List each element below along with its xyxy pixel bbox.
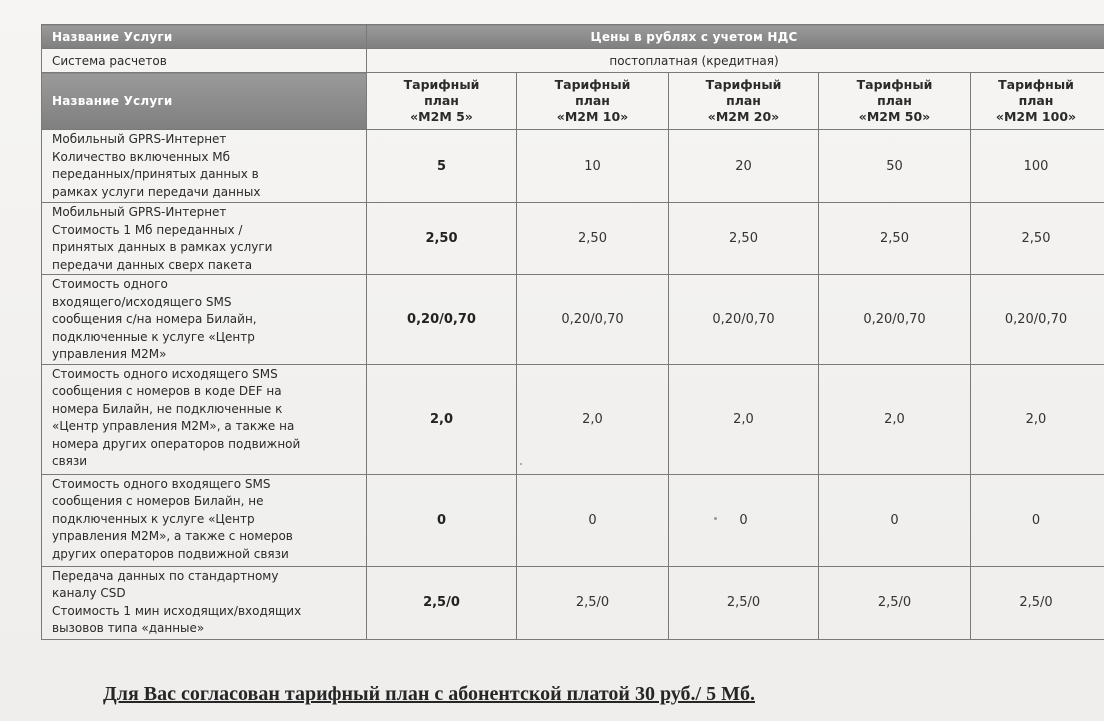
plan-header-m2m-10: Тарифный план «М2М 10» bbox=[517, 73, 669, 130]
value-m2m-50: 50 bbox=[819, 130, 971, 203]
value-m2m-5: 2,50 bbox=[367, 203, 517, 275]
billing-row bbox=[42, 49, 1104, 73]
value-m2m-50: 2,5/0 bbox=[819, 566, 971, 639]
value-m2m-20: 2,5/0 bbox=[669, 566, 819, 639]
value-m2m-100: 2,5/0 bbox=[971, 566, 1104, 639]
top-header-row bbox=[42, 25, 1104, 49]
value-m2m-10: 0,20/0,70 bbox=[517, 275, 669, 365]
scan-speck bbox=[714, 517, 717, 520]
table-row bbox=[42, 130, 1104, 203]
table-row bbox=[42, 203, 1104, 275]
value-m2m-10: 10 bbox=[517, 130, 669, 203]
value-m2m-50: 2,50 bbox=[819, 203, 971, 275]
table-row bbox=[42, 566, 1104, 639]
footer-note: Для Вас согласован тарифный план с абонентской платой 30 руб./ 5 Мб. bbox=[103, 683, 755, 705]
value-m2m-10: 2,0 bbox=[517, 364, 669, 474]
value-m2m-5: 0,20/0,70 bbox=[367, 275, 517, 365]
row-description: Мобильный GPRS-Интернет Стоимость 1 Мб переданных / принятых данных в рамках услуги передачи данных сверх пакета bbox=[42, 203, 367, 275]
billing-value: постоплатная (кредитная) bbox=[367, 49, 1104, 73]
table-row bbox=[42, 275, 1104, 365]
value-m2m-100: 0 bbox=[971, 474, 1104, 566]
value-m2m-20: 20 bbox=[669, 130, 819, 203]
value-m2m-20: 0,20/0,70 bbox=[669, 275, 819, 365]
value-m2m-20: 0 bbox=[669, 474, 819, 566]
value-m2m-100: 100 bbox=[971, 130, 1104, 203]
value-m2m-10: 0 bbox=[517, 474, 669, 566]
value-m2m-100: 0,20/0,70 bbox=[971, 275, 1104, 365]
table-row bbox=[42, 364, 1104, 474]
value-m2m-5: 2,5/0 bbox=[367, 566, 517, 639]
plans-service-name-header: Название Услуги bbox=[42, 73, 367, 130]
row-description: Стоимость одного исходящего SMS сообщения с номеров в коде DEF на номера Билайн, не подключенные к «Центр управления М2М», а также на номера других операторов подвижной связи bbox=[42, 364, 367, 474]
row-description: Передача данных по стандартному каналу CSD Стоимость 1 мин исходящих/входящих вызовов типа «данные» bbox=[42, 566, 367, 639]
plans-header-row bbox=[42, 73, 1104, 130]
value-m2m-50: 2,0 bbox=[819, 364, 971, 474]
prices-header: Цены в рублях с учетом НДС bbox=[367, 25, 1104, 49]
value-m2m-50: 0 bbox=[819, 474, 971, 566]
plan-header-m2m-20: Тарифный план «М2М 20» bbox=[669, 73, 819, 130]
value-m2m-5: 5 bbox=[367, 130, 517, 203]
plan-header-m2m-50: Тарифный план «М2М 50» bbox=[819, 73, 971, 130]
row-description: Стоимость одного входящего SMS сообщения с номеров Билайн, не подключенных к услуге «Центр управления М2М», а также с номеров других операторов подвижной связи bbox=[42, 474, 367, 566]
tariff-table bbox=[41, 24, 1104, 640]
billing-label: Система расчетов bbox=[42, 49, 367, 73]
scan-speck bbox=[520, 463, 522, 465]
service-name-header: Название Услуги bbox=[42, 25, 367, 49]
value-m2m-10: 2,50 bbox=[517, 203, 669, 275]
row-description: Стоимость одного входящего/исходящего SMS сообщения с/на номера Билайн, подключенные к услуге «Центр управления М2М» bbox=[42, 275, 367, 365]
value-m2m-100: 2,0 bbox=[971, 364, 1104, 474]
value-m2m-20: 2,0 bbox=[669, 364, 819, 474]
value-m2m-5: 2,0 bbox=[367, 364, 517, 474]
plan-header-m2m-100: Тарифный план «М2М 100» bbox=[971, 73, 1104, 130]
value-m2m-20: 2,50 bbox=[669, 203, 819, 275]
value-m2m-50: 0,20/0,70 bbox=[819, 275, 971, 365]
value-m2m-5: 0 bbox=[367, 474, 517, 566]
value-m2m-100: 2,50 bbox=[971, 203, 1104, 275]
plan-header-m2m-5: Тарифный план «М2М 5» bbox=[367, 73, 517, 130]
table-row bbox=[42, 474, 1104, 566]
row-description: Мобильный GPRS-Интернет Количество включенных Мб переданных/принятых данных в рамках услуги передачи данных bbox=[42, 130, 367, 203]
value-m2m-10: 2,5/0 bbox=[517, 566, 669, 639]
